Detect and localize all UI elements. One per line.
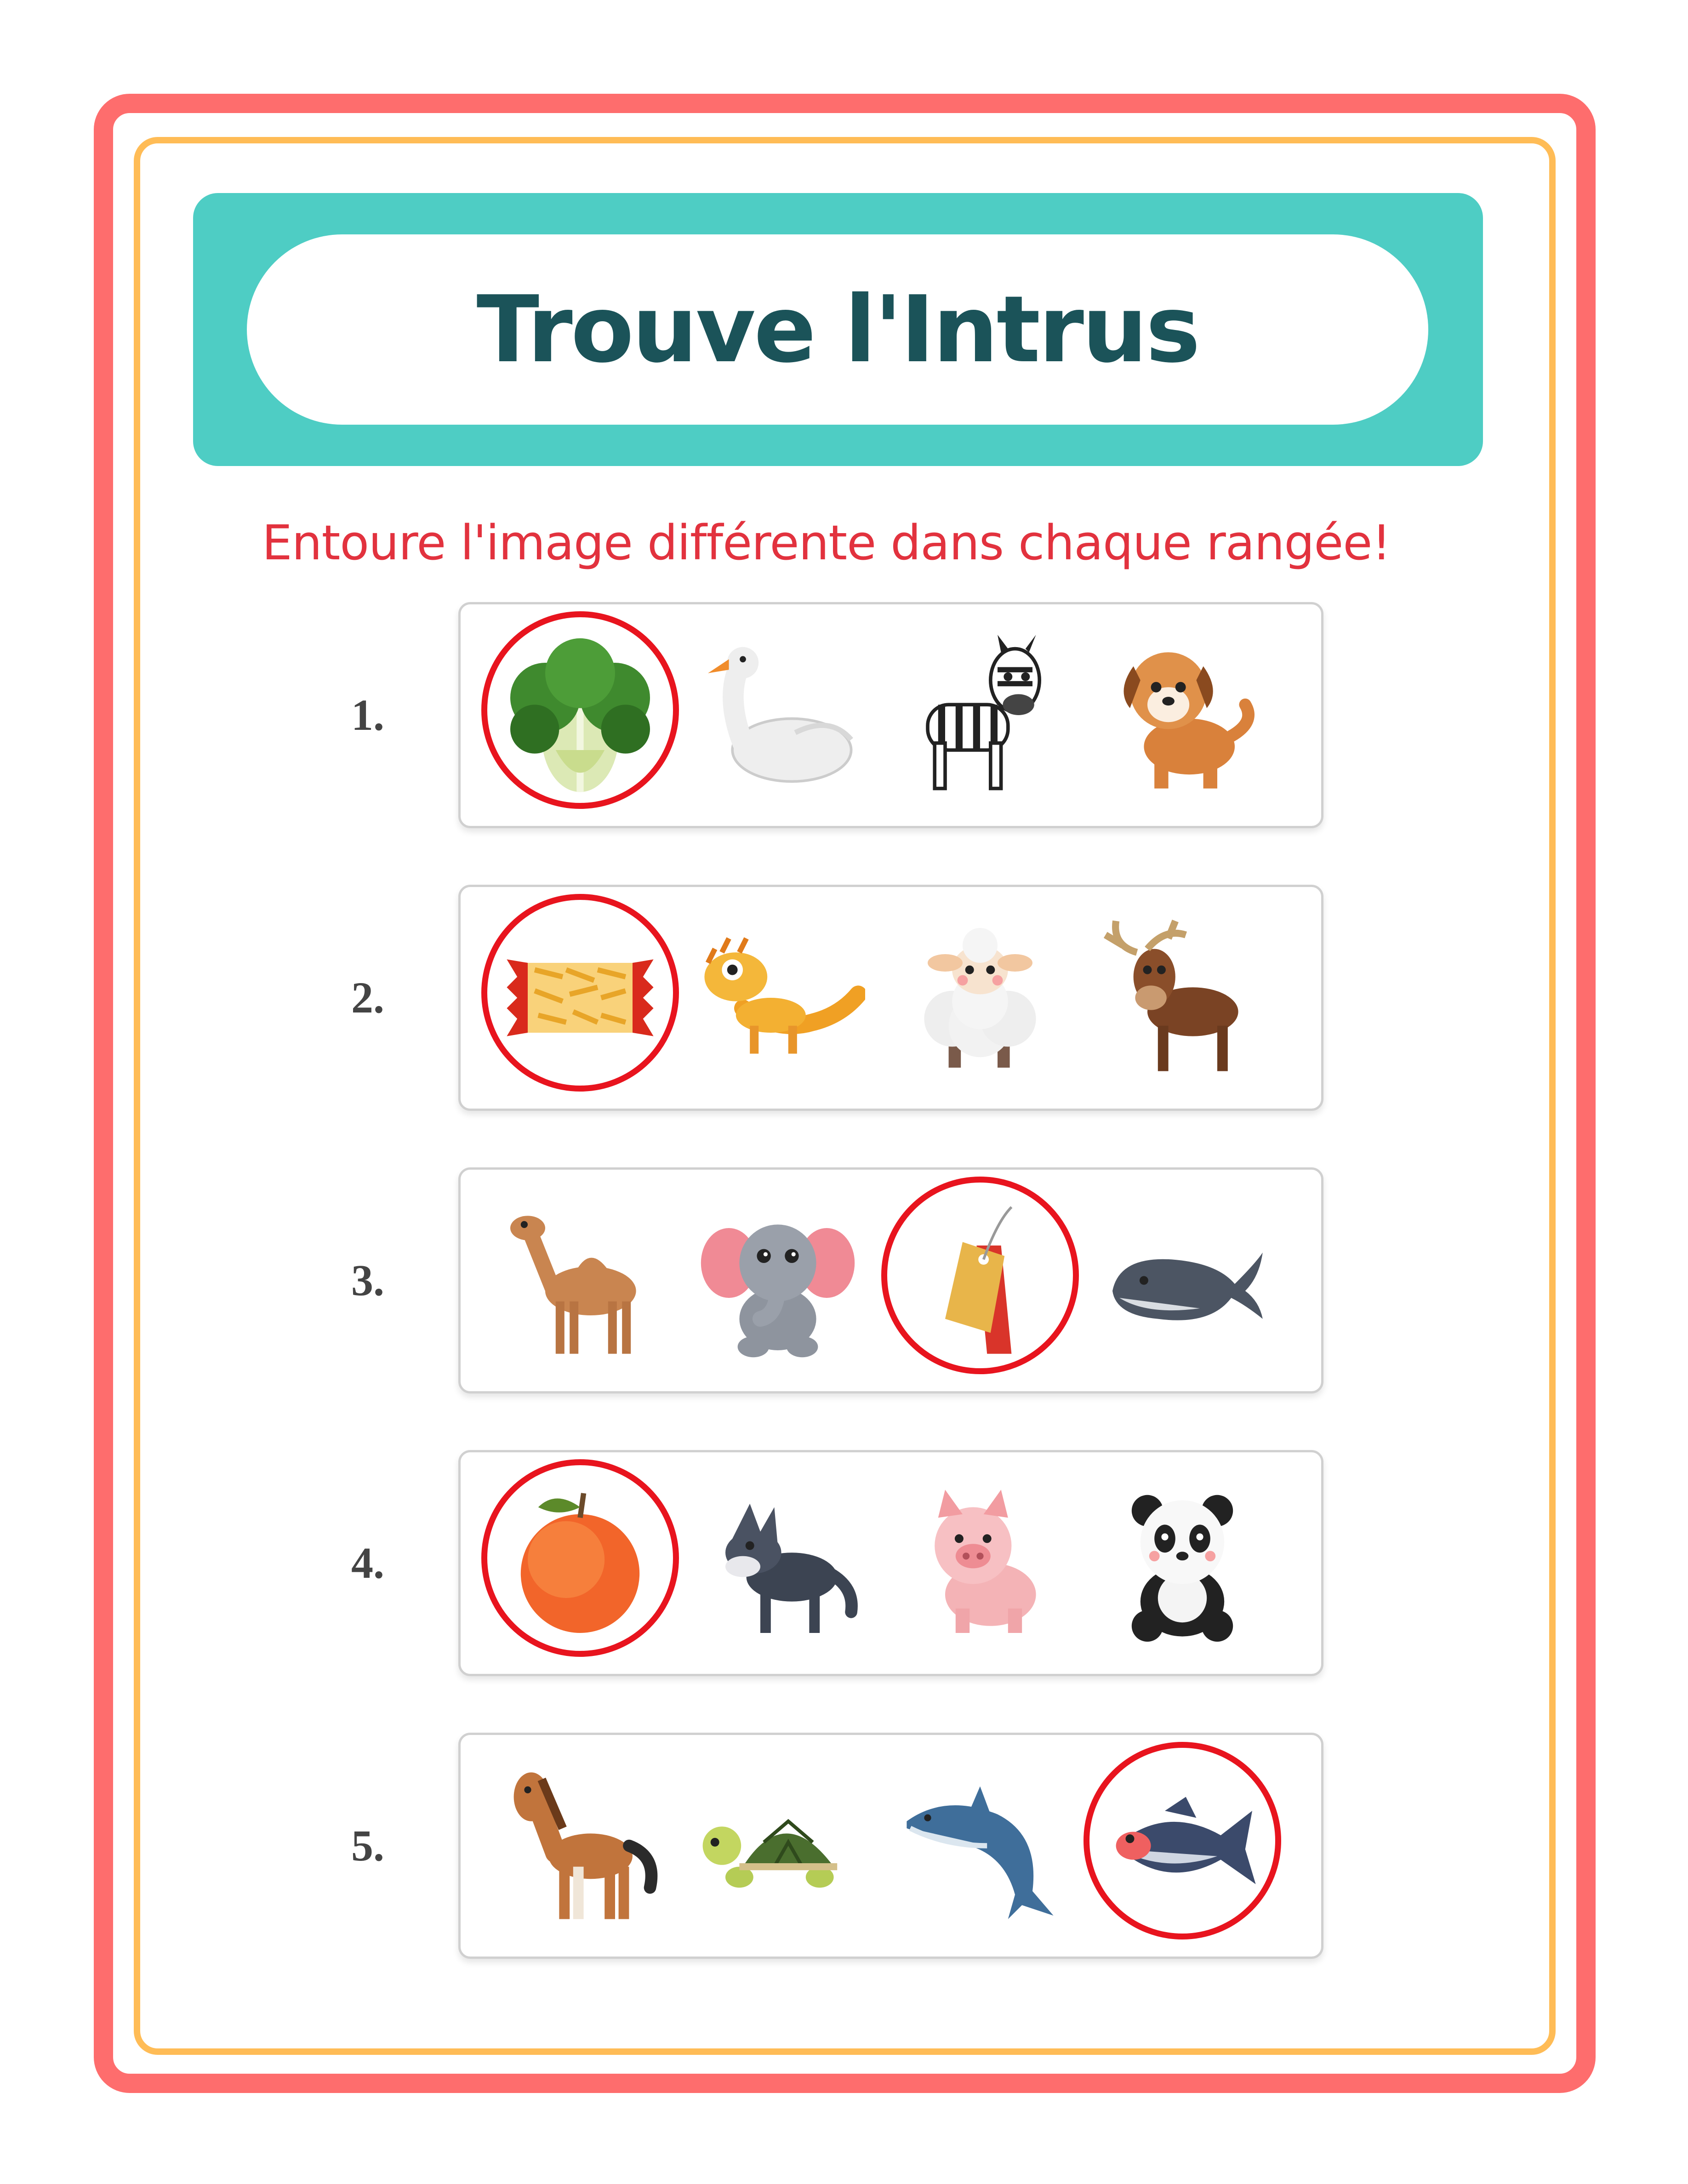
title-banner: [193, 193, 1483, 466]
panda-icon[interactable]: [1081, 1452, 1283, 1674]
row-5: [458, 1733, 1323, 1959]
row-number-1: 1.: [351, 690, 384, 739]
price-tag-icon[interactable]: [879, 1170, 1081, 1391]
answer-circle: [481, 1459, 679, 1657]
fries-snack-icon[interactable]: [479, 887, 681, 1109]
elephant-icon[interactable]: [677, 1170, 879, 1391]
pig-icon[interactable]: [879, 1452, 1081, 1674]
page-title: Trouve l'Intrus: [476, 276, 1199, 383]
answer-circle: [1084, 1742, 1281, 1939]
lizard-icon[interactable]: [677, 887, 879, 1109]
swan-icon[interactable]: [677, 604, 879, 826]
answer-circle: [881, 1177, 1079, 1374]
wolf-icon[interactable]: [677, 1452, 879, 1674]
row-number-5: 5.: [351, 1821, 384, 1870]
answer-circle: [481, 611, 679, 809]
camel-icon[interactable]: [479, 1170, 681, 1391]
row-3: [458, 1167, 1323, 1393]
sheep-icon[interactable]: [879, 887, 1081, 1109]
instruction-text: Entoure l'image différente dans chaque rangée!: [262, 515, 1391, 571]
row-number-3: 3.: [351, 1256, 384, 1305]
dolphin-icon[interactable]: [879, 1735, 1081, 1956]
row-number-2: 2.: [351, 973, 384, 1022]
row-1: [458, 602, 1323, 828]
row-4: [458, 1450, 1323, 1676]
answer-circle: [481, 894, 679, 1092]
whale-icon[interactable]: [1081, 1170, 1283, 1391]
peach-icon[interactable]: [479, 1452, 681, 1674]
horse-icon[interactable]: [479, 1735, 681, 1956]
row-2: [458, 885, 1323, 1111]
lettuce-icon[interactable]: [479, 604, 681, 826]
moose-icon[interactable]: [1081, 887, 1283, 1109]
zebra-icon[interactable]: [879, 604, 1081, 826]
title-pill: [247, 234, 1428, 425]
dog-icon[interactable]: [1081, 604, 1283, 826]
row-number-4: 4.: [351, 1538, 384, 1587]
fish-icon[interactable]: [1081, 1735, 1283, 1956]
turtle-icon[interactable]: [677, 1735, 879, 1956]
